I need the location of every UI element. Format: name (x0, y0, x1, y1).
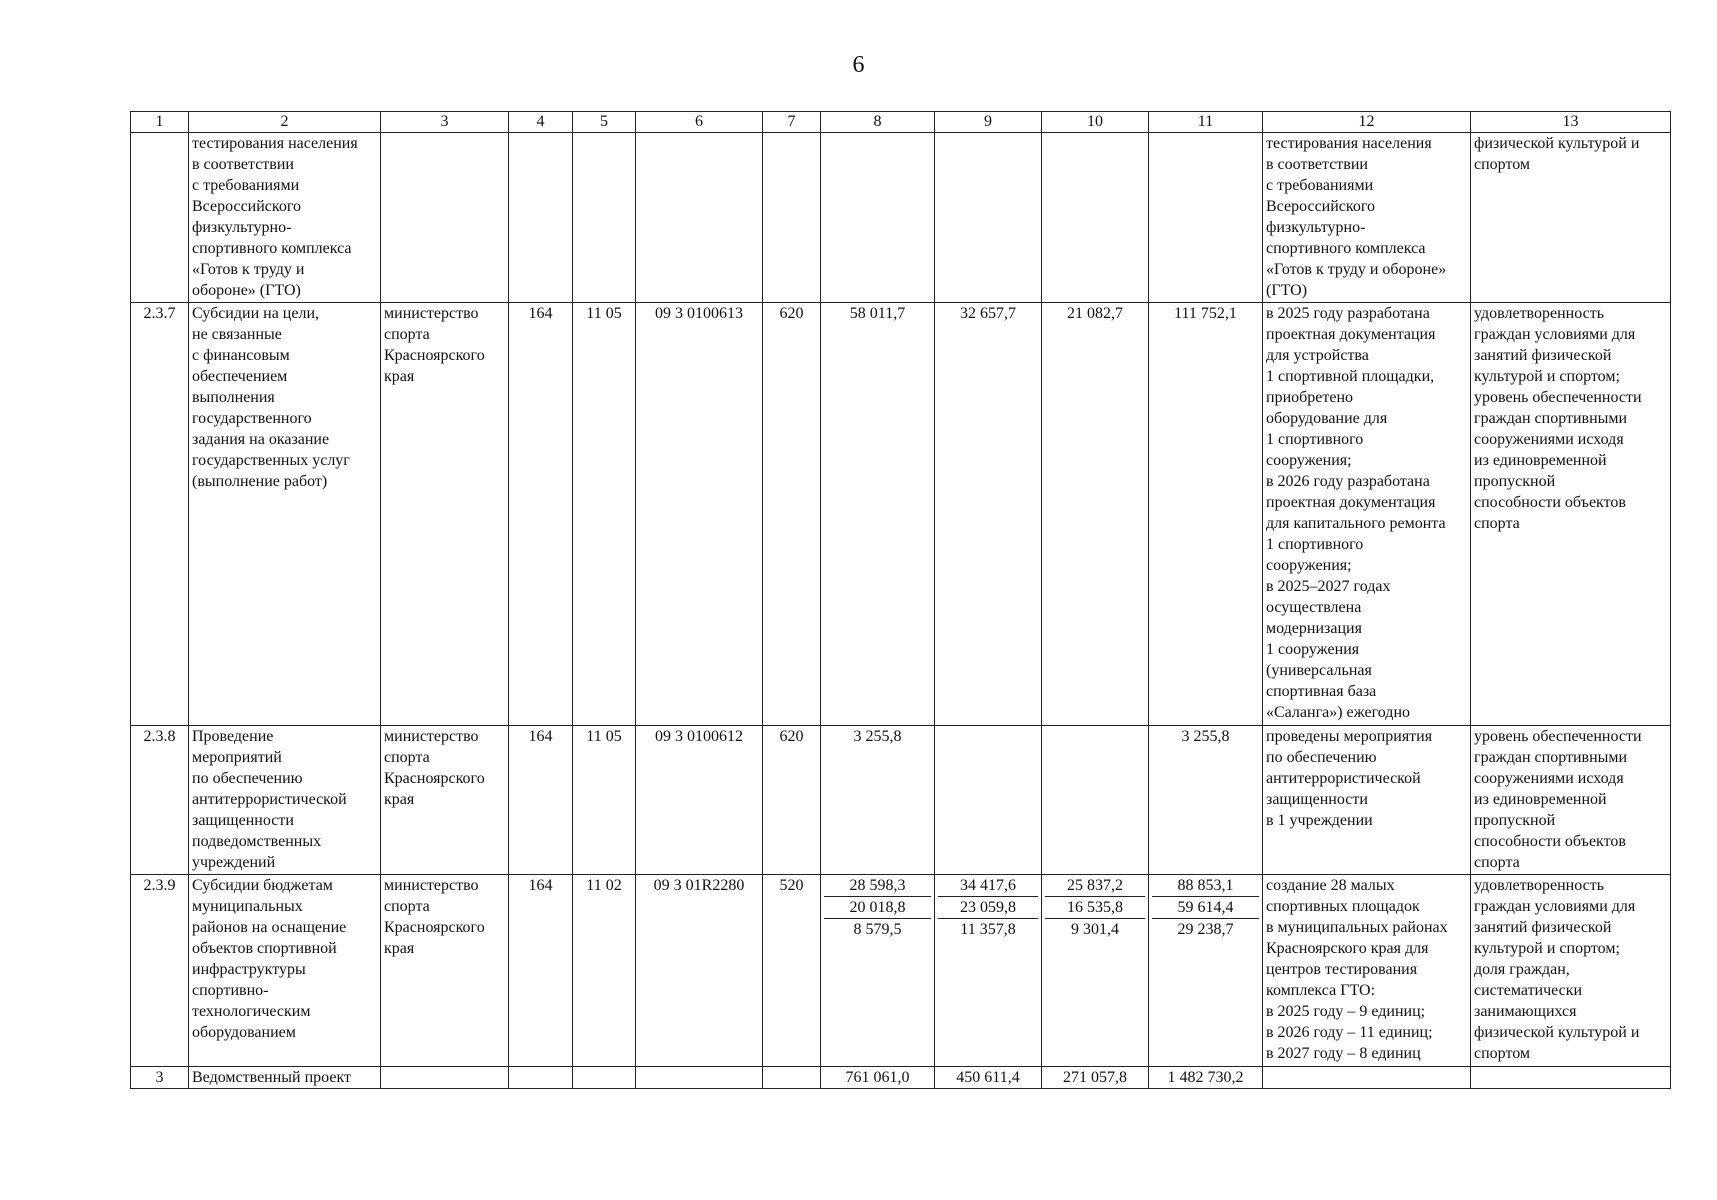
row-number-cell (131, 133, 189, 303)
cell (573, 1067, 636, 1089)
column-header: 13 (1471, 112, 1671, 133)
amount-2025-cell: 58 011,7 (821, 303, 935, 726)
cell (821, 133, 935, 303)
cell (636, 1067, 763, 1089)
cell (381, 133, 509, 303)
column-header: 9 (935, 112, 1042, 133)
amount-2027-cell (1042, 726, 1149, 875)
section-code-cell: 11 05 (573, 726, 636, 875)
column-header: 7 (763, 112, 821, 133)
cell (509, 133, 573, 303)
column-header: 4 (509, 112, 573, 133)
expected-result-cell: тестирования населения в соответствии с требованиями Всероссийского физкультурно- спортивного комплекса «Готов к труду и обороне» (ГТО) (1263, 133, 1471, 303)
expected-result-cell: в 2025 году разработана проектная документация для устройства 1 спортивной площадки, приобретено оборудование для 1 спортивного сооружения; в 2026 году разработана проектная документация для капитального ремонта 1 спортивного сооружения; в 2025–2027 годах осуществлена модернизация 1 сооружения (универсальная спортивная база «Саланга») ежегодно (1263, 303, 1471, 726)
amount-value: 20 018,8 (824, 897, 931, 919)
activity-name-cell: тестирования населения в соответствии с требованиями Всероссийского физкультурно- спортивного комплекса «Готов к труду и обороне» (ГТО) (189, 133, 381, 303)
table-row-2-3-7 (131, 303, 1671, 726)
column-header: 11 (1149, 112, 1263, 133)
indicator-cell: уровень обеспеченности граждан спортивными сооружениями исходя из единовременной пропускной способности объектов спорта (1471, 726, 1671, 875)
responsible-cell: министерство спорта Красноярского края (381, 875, 509, 1067)
amount-value: 16 535,8 (1045, 897, 1145, 919)
row-number-cell: 3 (131, 1067, 189, 1089)
row-number-cell: 2.3.8 (131, 726, 189, 875)
expected-result-cell: создание 28 малых спортивных площадок в муниципальных районах Красноярского края для центров тестирования комплекса ГТО: в 2025 году – 9 единиц; в 2026 году – 11 единиц; в 2027 году – 8 единиц (1263, 875, 1471, 1067)
responsible-cell: министерство спорта Красноярского края (381, 303, 509, 726)
amount-2025-cell (821, 875, 935, 1067)
amount-value: 88 853,1 (1152, 875, 1259, 897)
expense-type-cell: 620 (763, 303, 821, 726)
row-number-cell: 2.3.7 (131, 303, 189, 726)
amount-value: 8 579,5 (853, 921, 902, 938)
section-code-cell: 11 02 (573, 875, 636, 1067)
amount-2027-cell: 271 057,8 (1042, 1067, 1149, 1089)
responsible-cell: министерство спорта Красноярского края (381, 726, 509, 875)
cell (1471, 1067, 1671, 1089)
amount-2026-cell (935, 726, 1042, 875)
activity-name-cell: Субсидии бюджетам муниципальных районов на оснащение объектов спортивной инфраструктуры спортивно- технологическим оборудованием (189, 875, 381, 1067)
column-number-header-row (131, 112, 1671, 133)
column-header: 12 (1263, 112, 1471, 133)
cell (381, 1067, 509, 1089)
cell (636, 133, 763, 303)
amount-value: 25 837,2 (1045, 875, 1145, 897)
amount-2025-cell: 761 061,0 (821, 1067, 935, 1089)
amount-value: 34 417,6 (938, 875, 1038, 897)
program-table (130, 111, 1671, 1089)
target-code-cell: 09 3 0100612 (636, 726, 763, 875)
column-header: 3 (381, 112, 509, 133)
cell (1042, 133, 1149, 303)
expense-type-cell: 520 (763, 875, 821, 1067)
column-header: 5 (573, 112, 636, 133)
row-number-cell: 2.3.9 (131, 875, 189, 1067)
amount-value: 9 301,4 (1071, 921, 1119, 938)
column-header: 1 (131, 112, 189, 133)
indicator-cell: физической культурой и спортом (1471, 133, 1671, 303)
amount-value: 59 614,4 (1152, 897, 1259, 919)
cell (509, 1067, 573, 1089)
amount-total-cell: 3 255,8 (1149, 726, 1263, 875)
amount-2027-cell: 21 082,7 (1042, 303, 1149, 726)
cell (763, 133, 821, 303)
page-number: 6 (852, 52, 865, 78)
activity-name-cell: Проведение мероприятий по обеспечению антитеррористической защищенности подведомственных учреждений (189, 726, 381, 875)
table-row-2-3-8 (131, 726, 1671, 875)
table-row-3 (131, 1067, 1671, 1089)
amount-value: 23 059,8 (938, 897, 1038, 919)
grbs-code-cell: 164 (509, 303, 573, 726)
amount-total-cell: 111 752,1 (1149, 303, 1263, 726)
indicator-cell: удовлетворенность граждан условиями для занятий физической культурой и спортом; уровень обеспеченности граждан спортивными сооружениями исходя из единовременной пропускной способности объектов спорта (1471, 303, 1671, 726)
indicator-cell: удовлетворенность граждан условиями для занятий физической культурой и спортом; доля граждан, систематически занимающихся физической культурой и спортом (1471, 875, 1671, 1067)
expected-result-cell: проведены мероприятия по обеспечению антитеррористической защищенности в 1 учреждении (1263, 726, 1471, 875)
cell (935, 133, 1042, 303)
cell (763, 1067, 821, 1089)
section-code-cell: 11 05 (573, 303, 636, 726)
cell (1149, 133, 1263, 303)
amount-total-cell: 1 482 730,2 (1149, 1067, 1263, 1089)
amount-value: 28 598,3 (824, 875, 931, 897)
target-code-cell: 09 3 0100613 (636, 303, 763, 726)
amount-2025-cell: 3 255,8 (821, 726, 935, 875)
target-code-cell: 09 3 01R2280 (636, 875, 763, 1067)
expense-type-cell: 620 (763, 726, 821, 875)
amount-value: 29 238,7 (1177, 921, 1234, 938)
amount-total-cell (1149, 875, 1263, 1067)
grbs-code-cell: 164 (509, 875, 573, 1067)
amount-2026-cell: 32 657,7 (935, 303, 1042, 726)
amount-value: 11 357,8 (960, 921, 1016, 938)
continuation-row (131, 133, 1671, 303)
column-header: 8 (821, 112, 935, 133)
amount-2026-cell: 450 611,4 (935, 1067, 1042, 1089)
column-header: 6 (636, 112, 763, 133)
cell (573, 133, 636, 303)
cell (1263, 1067, 1471, 1089)
amount-2027-cell (1042, 875, 1149, 1067)
activity-name-cell: Субсидии на цели, не связанные с финансовым обеспечением выполнения государственного задания на оказание государственных услуг (выполнение работ) (189, 303, 381, 726)
column-header: 10 (1042, 112, 1149, 133)
activity-name-cell: Ведомственный проект (189, 1067, 381, 1089)
column-header: 2 (189, 112, 381, 133)
amount-2026-cell (935, 875, 1042, 1067)
grbs-code-cell: 164 (509, 726, 573, 875)
table-row-2-3-9 (131, 875, 1671, 1067)
